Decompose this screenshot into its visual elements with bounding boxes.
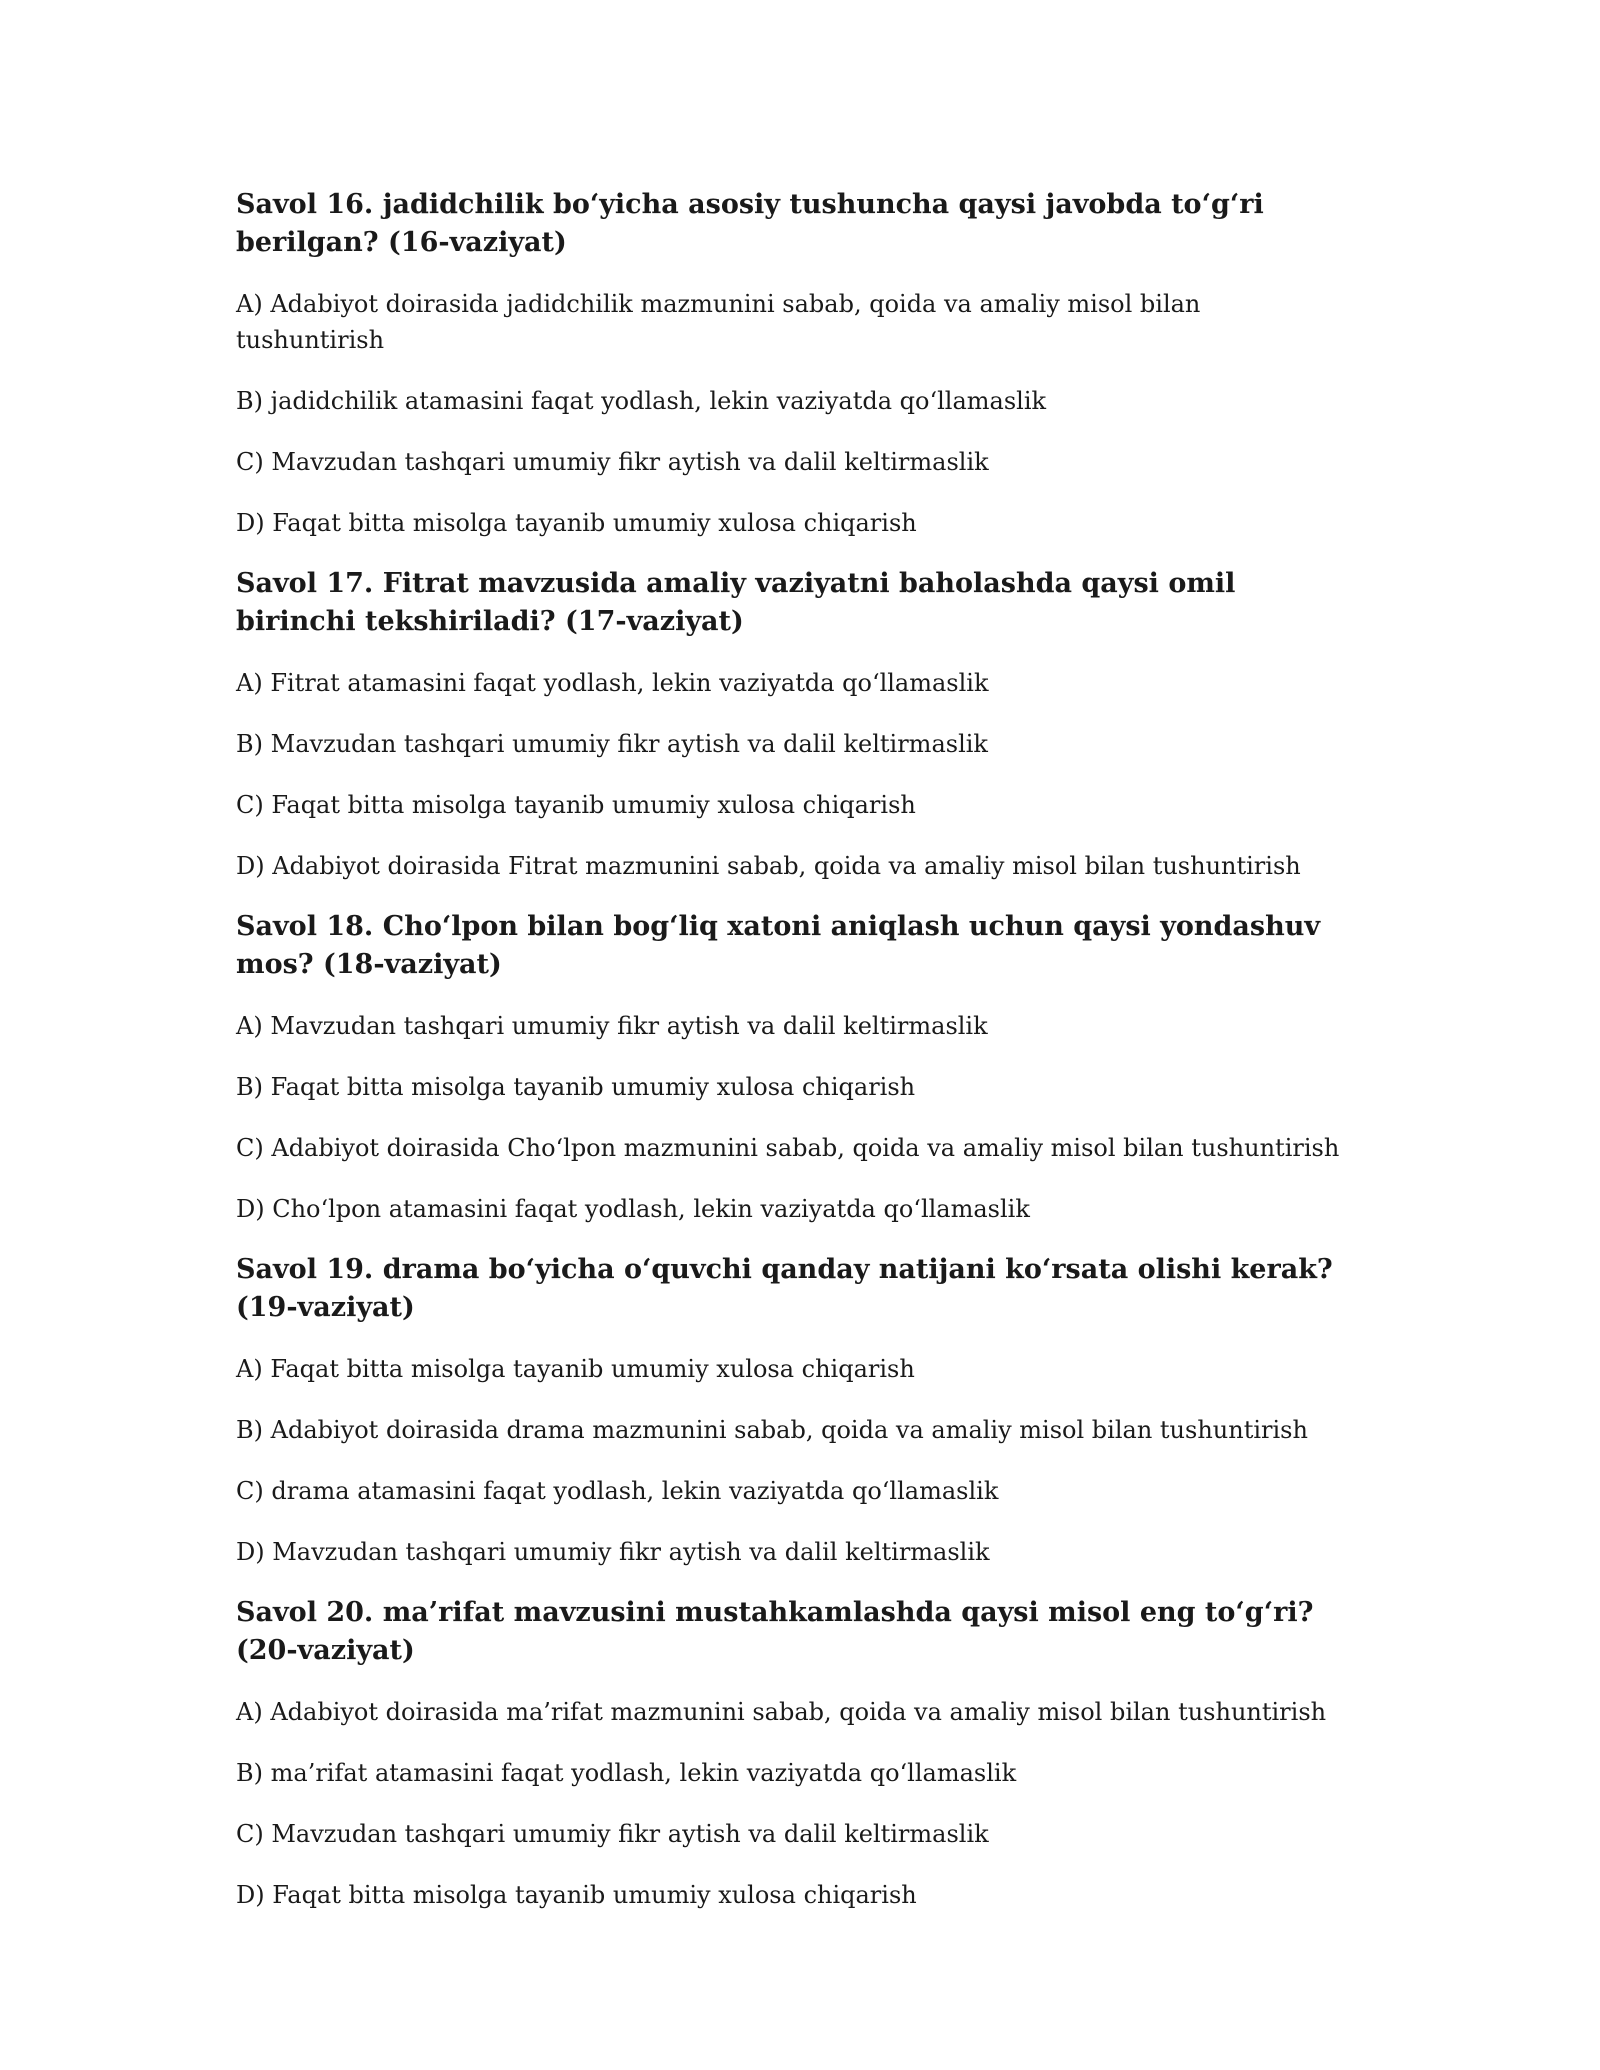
answer-option-b: B) Adabiyot doirasida drama mazmunini sabab, qoida va amaliy misol bilan tushuntirish xyxy=(236,1416,1308,1444)
question-title: Savol 16. jadidchilik bo‘yicha asosiy tushuncha qaysi javobda to‘g‘ri berilgan? (16-vaziyat) xyxy=(236,189,1264,258)
question-16 xyxy=(236,186,1346,541)
answer-option-a: A) Adabiyot doirasida jadidchilik mazmunini sabab, qoida va amaliy misol bilan tushuntirish xyxy=(236,290,1201,354)
question-title: Savol 20. ma’rifat mavzusini mustahkamlashda qaysi misol eng to‘g‘ri? (20-vaziyat) xyxy=(236,1597,1314,1666)
answer-option-c: C) Mavzudan tashqari umumiy fikr aytish va dalil keltirmaslik xyxy=(236,1820,989,1848)
question-list xyxy=(236,186,1346,1937)
question-17 xyxy=(236,565,1346,884)
answer-option-a: A) Fitrat atamasini faqat yodlash, lekin vaziyatda qo‘llamaslik xyxy=(236,669,989,697)
answer-option-c: C) drama atamasini faqat yodlash, lekin vaziyatda qo‘llamaslik xyxy=(236,1477,999,1505)
question-18 xyxy=(236,908,1346,1227)
answer-option-c: C) Adabiyot doirasida Cho‘lpon mazmunini sabab, qoida va amaliy misol bilan tushuntirish xyxy=(236,1134,1340,1162)
answer-option-a: A) Adabiyot doirasida ma’rifat mazmunini sabab, qoida va amaliy misol bilan tushuntirish xyxy=(236,1698,1327,1726)
question-title: Savol 17. Fitrat mavzusida amaliy vaziyatni baholashda qaysi omil birinchi tekshiriladi? (17-vaziyat) xyxy=(236,568,1236,637)
answer-option-b: B) jadidchilik atamasini faqat yodlash, lekin vaziyatda qo‘llamaslik xyxy=(236,387,1047,415)
question-title: Savol 18. Cho‘lpon bilan bog‘liq xatoni aniqlash uchun qaysi yondashuv mos? (18-vaziyat) xyxy=(236,911,1321,980)
answer-option-b: B) Faqat bitta misolga tayanib umumiy xulosa chiqarish xyxy=(236,1073,916,1101)
answer-option-d: D) Faqat bitta misolga tayanib umumiy xulosa chiqarish xyxy=(236,1881,917,1909)
answer-option-d: D) Mavzudan tashqari umumiy fikr aytish va dalil keltirmaslik xyxy=(236,1538,990,1566)
answer-option-d: D) Faqat bitta misolga tayanib umumiy xulosa chiqarish xyxy=(236,509,917,537)
answer-option-a: A) Mavzudan tashqari umumiy fikr aytish va dalil keltirmaslik xyxy=(236,1012,988,1040)
question-title: Savol 19. drama bo‘yicha o‘quvchi qanday natijani ko‘rsata olishi kerak? (19-vaziyat) xyxy=(236,1254,1333,1323)
answer-option-c: C) Mavzudan tashqari umumiy fikr aytish va dalil keltirmaslik xyxy=(236,448,989,476)
answer-option-d: D) Adabiyot doirasida Fitrat mazmunini sabab, qoida va amaliy misol bilan tushuntirish xyxy=(236,852,1301,880)
question-19 xyxy=(236,1251,1346,1570)
answer-option-b: B) ma’rifat atamasini faqat yodlash, lekin vaziyatda qo‘llamaslik xyxy=(236,1759,1017,1787)
answer-option-b: B) Mavzudan tashqari umumiy fikr aytish va dalil keltirmaslik xyxy=(236,730,988,758)
answer-option-a: A) Faqat bitta misolga tayanib umumiy xulosa chiqarish xyxy=(236,1355,915,1383)
question-20 xyxy=(236,1594,1346,1913)
answer-option-c: C) Faqat bitta misolga tayanib umumiy xulosa chiqarish xyxy=(236,791,916,819)
answer-option-d: D) Cho‘lpon atamasini faqat yodlash, lekin vaziyatda qo‘llamaslik xyxy=(236,1195,1030,1223)
